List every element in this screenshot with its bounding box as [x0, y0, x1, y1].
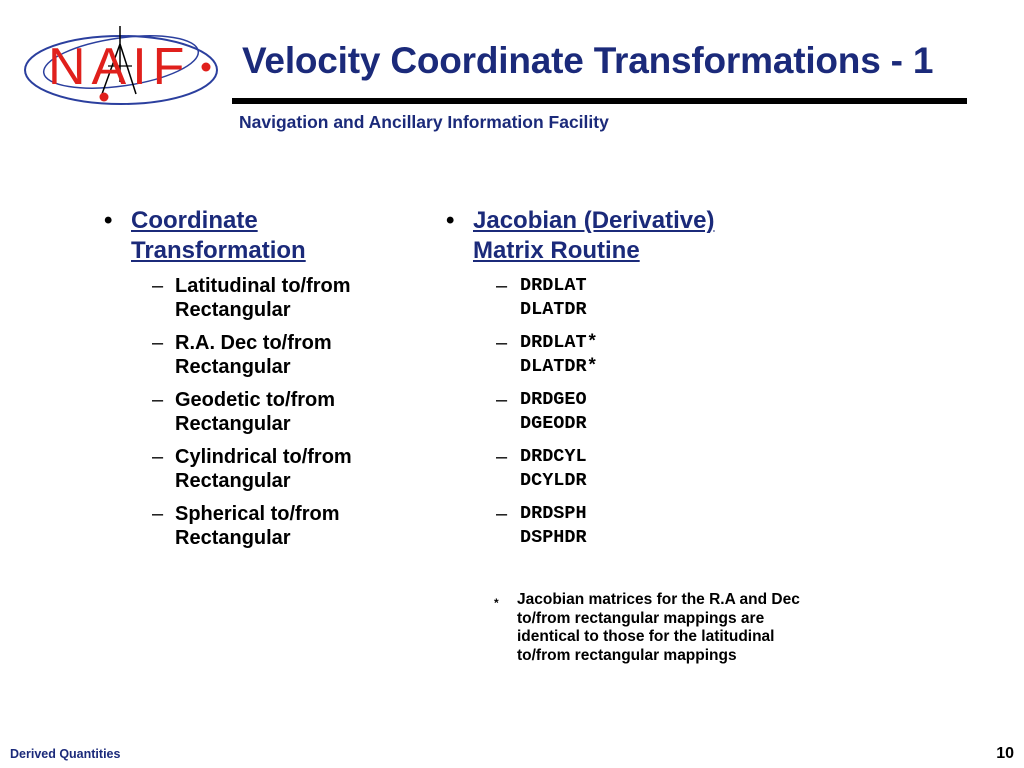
footnote-line: to/from rectangular mappings	[517, 646, 737, 664]
dash-icon: –	[496, 275, 508, 297]
left-list	[104, 274, 404, 550]
footnote-line: to/from rectangular mappings are	[517, 609, 765, 627]
routine-name: DRDLAT	[520, 275, 587, 296]
dash-icon: –	[496, 503, 508, 525]
routine-name: DSPHDR	[520, 527, 587, 548]
dash-icon: –	[496, 332, 508, 354]
left-heading	[104, 206, 404, 266]
list-item-line: Rectangular	[175, 470, 291, 492]
list-item-line: Cylindrical to/from	[175, 446, 352, 468]
bullet-icon: •	[104, 207, 113, 234]
list-item	[104, 445, 404, 493]
dash-icon: –	[496, 389, 508, 411]
list-item-line: R.A. Dec to/from	[175, 332, 332, 354]
page-number: 10	[996, 745, 1014, 762]
logo-text: NAIF	[48, 38, 191, 96]
routine-name: DRDSPH	[520, 503, 587, 524]
list-item-line: Rectangular	[175, 413, 291, 435]
list-item	[104, 274, 404, 322]
list-item	[104, 502, 404, 550]
routine-name: DRDCYL	[520, 446, 587, 467]
dash-icon: –	[152, 446, 164, 468]
left-heading-line-2: Transformation	[131, 237, 306, 264]
dash-icon: –	[152, 275, 164, 297]
list-item-line: Spherical to/from	[175, 503, 340, 525]
footnote-line: Jacobian matrices for the R.A and Dec	[517, 591, 800, 608]
right-heading-line-1: Jacobian (Derivative)	[473, 207, 715, 234]
right-heading-text	[473, 206, 773, 266]
routine-item	[446, 445, 866, 493]
left-heading-text	[131, 206, 391, 266]
routine-item	[446, 331, 866, 379]
list-item	[104, 331, 404, 379]
footer-section: Derived Quantities	[10, 747, 121, 761]
bullet-icon: •	[446, 207, 455, 234]
dash-icon: –	[152, 503, 164, 525]
footnote-marker: *	[494, 596, 499, 610]
right-column	[446, 206, 866, 559]
list-item-line: Geodetic to/from	[175, 389, 336, 411]
routine-name: DRDGEO	[520, 389, 587, 410]
dash-icon: –	[152, 389, 164, 411]
right-heading-line-2: Matrix Routine	[473, 237, 640, 264]
footnote	[494, 591, 854, 665]
right-heading	[446, 206, 866, 266]
page-title: Velocity Coordinate Transformations - 1	[242, 40, 934, 81]
left-column	[104, 206, 404, 559]
title-divider	[232, 98, 967, 104]
list-item-line: Rectangular	[175, 527, 291, 549]
dash-icon: –	[496, 446, 508, 468]
routine-item	[446, 388, 866, 436]
list-item-line: Latitudinal to/from	[175, 275, 351, 297]
page-subtitle: Navigation and Ancillary Information Facility	[239, 112, 609, 132]
footnote-text	[494, 591, 854, 665]
list-item-line: Rectangular	[175, 299, 291, 321]
dash-icon: –	[152, 332, 164, 354]
routine-name: DRDLAT*	[520, 332, 598, 353]
routine-name: DLATDR*	[520, 356, 598, 377]
routine-item	[446, 274, 866, 322]
right-list	[446, 274, 866, 550]
routine-name: DCYLDR	[520, 470, 587, 491]
list-item	[104, 388, 404, 436]
list-item-line: Rectangular	[175, 356, 291, 378]
logo-dot-right	[202, 63, 211, 72]
naif-logo	[16, 22, 226, 112]
routine-item	[446, 502, 866, 550]
footnote-line: identical to those for the latitudinal	[517, 628, 775, 645]
routine-name: DLATDR	[520, 299, 587, 320]
left-heading-line-1: Coordinate	[131, 207, 258, 234]
routine-name: DGEODR	[520, 413, 587, 434]
